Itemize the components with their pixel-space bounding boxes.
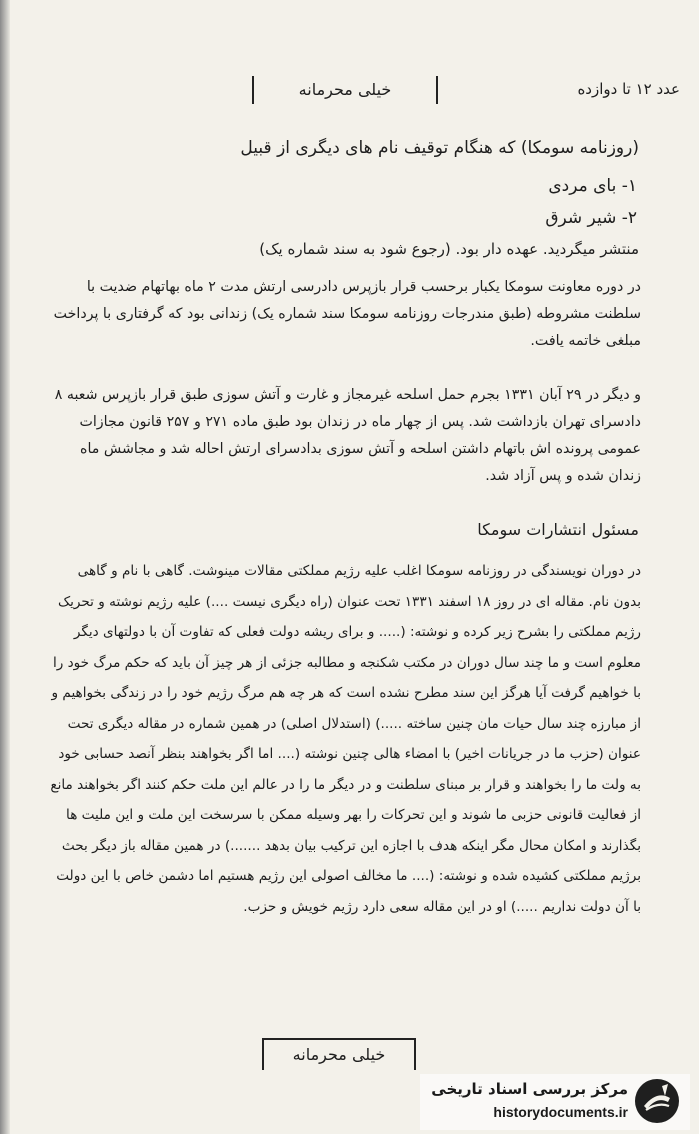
list-item: ۲- شیر شرق [545,208,637,228]
page-count-note: عدد ۱۲ تا دوازده [577,80,680,98]
section-title: مسئول انتشارات سومکا [477,520,639,539]
classification-stamp-top: خیلی محرمانه [252,76,438,104]
paragraph-arrest-2: و دیگر در ۲۹ آبان ۱۳۳۱ بجرم حمل اسلحه غیرمجاز و غارت و آتش سوزی طبق قرار بازپرس شعبه ۸ دادسرای تهران بازداشت شد. پس از چهار ماه در زندان بود طبق ماده ۲۷۱ و ۲۵۷ قانون مجازات عمومی پرونده اش باتهام داشتن اسلحه و آتش سوزی بدادسرای ارتش احاله شد و مجاشش ماه زندان شده و پس آزاد شد. [54,387,641,484]
classification-stamp-bottom: خیلی محرمانه [262,1038,416,1070]
list-item: ۱- بای مردی [548,176,637,196]
archive-url: historydocuments.ir [493,1104,628,1120]
book-quill-logo-icon [632,1076,682,1126]
archive-watermark [420,1074,690,1130]
document-heading: (روزنامه سومکا) که هنگام توقیف نام های دیگری از قبیل [240,138,639,158]
archive-name: مرکز بررسی اسناد تاریخی [431,1080,628,1098]
scan-edge-shadow [0,0,10,1134]
paragraph-publications: در دوران نویسندگی در روزنامه سومکا اغلب علیه رژیم مملکتی مقالات مینوشت. گاهی با نام و گاهی بدون نام. مقاله ای در روز ۱۸ اسفند ۱۳۳۱ تحت عنوان (راه دیگری نیست ....) علیه رژیم نوشته و تحریک رژیم مملکتی را بشرح زیر کرده و نوشته: (..... و برای ریشه دولت فعلی که تفاوت آن با دولتهای دیگر معلوم است و ما چند سال دوران در مکتب شکنجه و مطالبه جزئی از هر چیز آن باید که حکم مرگ خود را با خواهیم گرفت آیا هرگز این سند مطرح نشده است که هر چه هم مرگ رژیم خود را در زندگی بخواهیم و از مبارزه چند سال حیات مان چنین ساخته .....) (استدلال اصلی) در همین شماره در مقاله دیگری تحت عنوان (حزب ما در جریانات اخیر) با امضاء هالی چنین نوشته (.... اما اگر بخواهند بنظر آنصد حسابی خود به ولت ما را بخواهند و قرار بر مبنای سلطنت و در دیگر ما را در عالم این ملت حکم کنند اگر بخواهند مانع از فعالیت قانونی حزبی ما شوند و این تحرکات را بهر وسیله ممکن با سرسخت این ملت و این ملیت ها بگذارند و امکان محال مگر اینکه هدف با اجازه این ترکیب بیان بدهد .......) در همین مقاله باز دیگر بحث برژیم مملکتی کشیده شده و نوشته: (.... ما مخالف اصولی این رژیم هستیم اما دشمن خاص با این دولت با آن دولت نداریم .....) او در این مقاله سعی دارد رژیم خویش و حزب. [50,563,641,915]
paragraph-arrest-1: در دوره معاونت سومکا یکبار برحسب قرار بازپرس دادرسی ارتش مدت ۲ ماه بهاتهام ضدیت با سلطنت مشروطه (طبق مندرجات روزنامه سومکا سند شماره یک) زندانی بود که گرفتاری با پرداخت مبلغی خاتمه یافت. [53,279,641,349]
reference-note: منتشر میگردید. عهده دار بود. (رجوع شود به سند شماره یک) [259,240,639,258]
